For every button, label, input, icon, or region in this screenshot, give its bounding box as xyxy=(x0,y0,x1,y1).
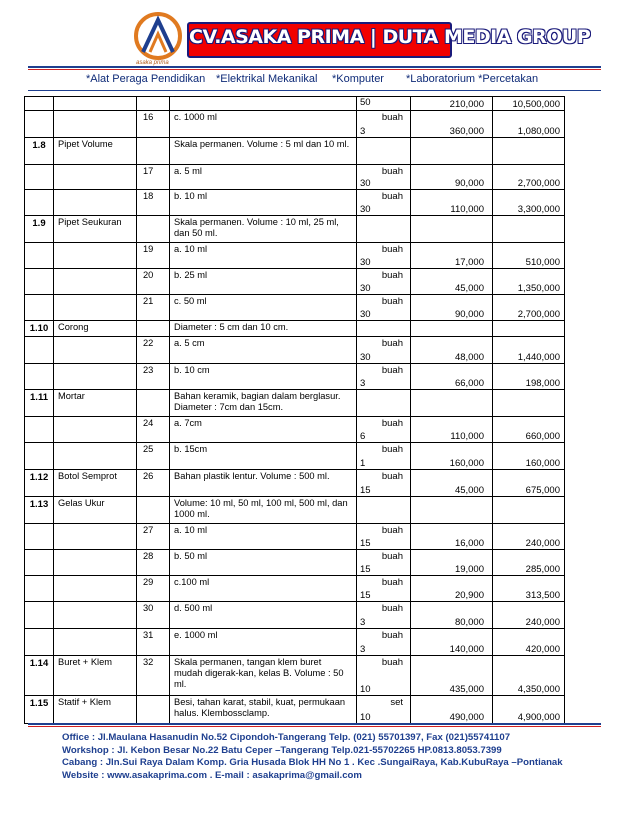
total-price xyxy=(493,629,565,656)
unit-price xyxy=(411,321,493,337)
qty-value: 30 xyxy=(360,309,371,320)
item-spec: Skala permanen. Volume : 5 ml dan 10 ml. xyxy=(170,138,357,165)
total-price-value: 420,000 xyxy=(525,644,560,655)
qty-unit: buah xyxy=(381,166,403,177)
item-number: 1.9 xyxy=(25,216,54,243)
qty-cell xyxy=(357,524,411,550)
table-row xyxy=(25,165,565,190)
total-price xyxy=(493,576,565,602)
item-spec: c. 50 ml xyxy=(170,295,357,321)
total-price-value: 2,700,000 xyxy=(517,178,560,189)
total-price xyxy=(493,321,565,337)
item-spec: c. 1000 ml xyxy=(170,111,357,138)
qty-unit: buah xyxy=(381,296,403,307)
letterhead xyxy=(0,0,638,95)
qty-unit: buah xyxy=(381,244,403,255)
total-price-value: 1,080,000 xyxy=(517,126,560,137)
qty-unit: buah xyxy=(381,630,403,641)
item-index xyxy=(137,138,170,165)
qty-unit: buah xyxy=(381,365,403,376)
item-index: 30 xyxy=(137,602,170,629)
total-price-value: 240,000 xyxy=(525,617,560,628)
total-price-value: 1,440,000 xyxy=(517,352,560,363)
total-price xyxy=(493,696,565,724)
header-rule-blue xyxy=(28,66,601,68)
item-spec xyxy=(170,97,357,111)
tagline-item: *Alat Peraga Pendidikan xyxy=(86,73,206,85)
unit-price xyxy=(411,470,493,497)
qty-cell xyxy=(357,216,411,243)
total-price xyxy=(493,216,565,243)
header-rule-red xyxy=(28,69,601,70)
item-number xyxy=(25,550,54,576)
item-spec: b. 15cm xyxy=(170,443,357,470)
item-name xyxy=(54,337,137,364)
item-name xyxy=(54,190,137,216)
total-price-value: 3,300,000 xyxy=(517,204,560,215)
qty-value: 1 xyxy=(360,458,366,469)
item-name: Corong xyxy=(54,321,137,337)
qty-cell xyxy=(357,138,411,165)
item-name xyxy=(54,417,137,443)
qty-cell xyxy=(357,111,411,138)
unit-price-value: 90,000 xyxy=(454,309,484,320)
total-price xyxy=(493,364,565,390)
qty-cell xyxy=(357,269,411,295)
item-spec: Diameter : 5 cm dan 10 cm. xyxy=(170,321,357,337)
qty-cell xyxy=(357,295,411,321)
footer-office: Office : Jl.Maulana Hasanudin No.52 Cipondoh-Tangerang Telp. (021) 55701397, Fax (021)55741107 xyxy=(62,732,511,743)
item-number: 1.8 xyxy=(25,138,54,165)
footer-website[interactable]: Website : www.asakaprima.com . E-mail : asakaprima@gmail.com xyxy=(62,769,362,781)
item-name xyxy=(54,602,137,629)
unit-price-value: 20,900 xyxy=(454,590,484,601)
item-name: Botol Semprot xyxy=(54,470,137,497)
table-row xyxy=(25,243,565,269)
table-row xyxy=(25,321,565,337)
item-number xyxy=(25,576,54,602)
total-price-value: 240,000 xyxy=(525,538,560,549)
total-price xyxy=(493,243,565,269)
qty-cell xyxy=(357,390,411,417)
unit-price xyxy=(411,243,493,269)
unit-price xyxy=(411,269,493,295)
unit-price-value: 110,000 xyxy=(450,431,484,442)
qty-cell xyxy=(357,321,411,337)
qty-unit: buah xyxy=(381,338,403,349)
total-price-value: 198,000 xyxy=(525,378,560,389)
unit-price-value: 435,000 xyxy=(449,684,484,695)
qty-cell xyxy=(357,97,411,111)
item-index: 24 xyxy=(137,417,170,443)
qty-cell xyxy=(357,470,411,497)
unit-price xyxy=(411,165,493,190)
item-index: 20 xyxy=(137,269,170,295)
item-spec: c.100 ml xyxy=(170,576,357,602)
item-index: 25 xyxy=(137,443,170,470)
item-number xyxy=(25,629,54,656)
table-row xyxy=(25,364,565,390)
total-price xyxy=(493,165,565,190)
item-number xyxy=(25,97,54,111)
item-index xyxy=(137,390,170,417)
qty-unit: buah xyxy=(381,525,403,536)
total-price xyxy=(493,390,565,417)
unit-price-value: 66,000 xyxy=(454,378,484,389)
qty-unit: buah xyxy=(381,471,403,482)
qty-value: 3 xyxy=(360,378,366,389)
item-index xyxy=(137,97,170,111)
qty-unit: buah xyxy=(381,112,403,123)
unit-price-value: 360,000 xyxy=(449,126,484,137)
item-name: Buret + Klem xyxy=(54,656,137,696)
table-row xyxy=(25,696,565,724)
unit-price-value: 110,000 xyxy=(450,204,484,215)
total-price xyxy=(493,656,565,696)
table-row xyxy=(25,497,565,524)
total-price xyxy=(493,111,565,138)
item-index: 17 xyxy=(137,165,170,190)
qty-unit: set xyxy=(390,697,403,708)
qty-value: 15 xyxy=(360,538,371,549)
total-price xyxy=(493,295,565,321)
item-number xyxy=(25,165,54,190)
table-row xyxy=(25,550,565,576)
item-index: 18 xyxy=(137,190,170,216)
unit-price xyxy=(411,216,493,243)
unit-price xyxy=(411,550,493,576)
unit-price-value: 490,000 xyxy=(449,712,484,723)
unit-price-value: 45,000 xyxy=(454,485,484,496)
qty-cell xyxy=(357,602,411,629)
item-spec: Besi, tahan karat, stabil, kuat, permukaan halus. Klembossclamp. xyxy=(170,696,357,724)
qty-value: 15 xyxy=(360,485,371,496)
item-number: 1.14 xyxy=(25,656,54,696)
unit-price xyxy=(411,390,493,417)
item-spec: a. 10 ml xyxy=(170,243,357,269)
table-row xyxy=(25,524,565,550)
total-price xyxy=(493,550,565,576)
qty-unit: buah xyxy=(381,191,403,202)
total-price-value: 510,000 xyxy=(525,257,560,268)
item-number xyxy=(25,295,54,321)
item-spec: d. 500 ml xyxy=(170,602,357,629)
item-index xyxy=(137,216,170,243)
unit-price-value: 17,000 xyxy=(454,257,484,268)
total-price xyxy=(493,138,565,165)
item-name xyxy=(54,443,137,470)
qty-cell xyxy=(357,497,411,524)
qty-value: 30 xyxy=(360,178,371,189)
total-price xyxy=(493,417,565,443)
item-number xyxy=(25,111,54,138)
item-spec: b. 50 ml xyxy=(170,550,357,576)
item-spec: Bahan plastik lentur. Volume : 500 ml. xyxy=(170,470,357,497)
qty-value: 3 xyxy=(360,644,366,655)
asaka-logo-icon xyxy=(133,12,183,62)
qty-cell xyxy=(357,165,411,190)
qty-unit: buah xyxy=(381,418,403,429)
unit-price xyxy=(411,443,493,470)
item-index: 27 xyxy=(137,524,170,550)
item-index xyxy=(137,696,170,724)
total-price xyxy=(493,190,565,216)
footer-contact xyxy=(62,732,563,782)
qty-unit: buah xyxy=(381,551,403,562)
table-row xyxy=(25,576,565,602)
table-row xyxy=(25,629,565,656)
total-price xyxy=(493,97,565,111)
table-row xyxy=(25,269,565,295)
qty-cell xyxy=(357,550,411,576)
qty-unit: buah xyxy=(381,577,403,588)
item-index: 23 xyxy=(137,364,170,390)
tagline-item: *Laboratorium *Percetakan xyxy=(406,73,539,85)
qty-value: 30 xyxy=(360,204,371,215)
item-index: 28 xyxy=(137,550,170,576)
item-number xyxy=(25,269,54,295)
qty-value: 30 xyxy=(360,352,371,363)
item-index: 19 xyxy=(137,243,170,269)
item-name xyxy=(54,364,137,390)
item-spec: b. 10 ml xyxy=(170,190,357,216)
footer-rule-blue xyxy=(28,723,601,725)
unit-price xyxy=(411,524,493,550)
unit-price xyxy=(411,138,493,165)
qty-cell xyxy=(357,337,411,364)
qty-value: 10 xyxy=(360,712,371,723)
qty-cell xyxy=(357,629,411,656)
qty-value: 15 xyxy=(360,590,371,601)
table-row xyxy=(25,111,565,138)
unit-price xyxy=(411,497,493,524)
item-number xyxy=(25,190,54,216)
item-number xyxy=(25,602,54,629)
qty-unit: buah xyxy=(381,270,403,281)
unit-price xyxy=(411,190,493,216)
item-index: 32 xyxy=(137,656,170,696)
item-name: Statif + Klem xyxy=(54,696,137,724)
tagline-item: *Elektrikal Mekanikal xyxy=(216,73,318,85)
item-number xyxy=(25,364,54,390)
item-number: 1.10 xyxy=(25,321,54,337)
item-name xyxy=(54,524,137,550)
total-price xyxy=(493,497,565,524)
unit-price-value: 80,000 xyxy=(454,617,484,628)
item-name xyxy=(54,165,137,190)
qty-unit: buah xyxy=(381,603,403,614)
qty-cell xyxy=(357,576,411,602)
total-price-value: 675,000 xyxy=(525,485,560,496)
item-name xyxy=(54,295,137,321)
item-index: 31 xyxy=(137,629,170,656)
qty-cell xyxy=(357,364,411,390)
unit-price-value: 140,000 xyxy=(449,644,484,655)
unit-price xyxy=(411,696,493,724)
total-price xyxy=(493,470,565,497)
item-name xyxy=(54,269,137,295)
item-index xyxy=(137,497,170,524)
unit-price-value: 19,000 xyxy=(454,564,484,575)
item-name xyxy=(54,629,137,656)
logo-caption: asaka prima xyxy=(136,60,169,66)
qty-value: 30 xyxy=(360,257,371,268)
item-number xyxy=(25,524,54,550)
total-price-value: 160,000 xyxy=(525,458,560,469)
brand-name: CV.ASAKA PRIMA | DUTA MEDIA GROUP xyxy=(189,26,591,48)
qty-value: 3 xyxy=(360,126,366,137)
item-index: 22 xyxy=(137,337,170,364)
footer-rule-red xyxy=(28,726,601,727)
table-row xyxy=(25,216,565,243)
qty-unit: buah xyxy=(381,657,403,668)
unit-price xyxy=(411,656,493,696)
item-spec: e. 1000 ml xyxy=(170,629,357,656)
item-index: 21 xyxy=(137,295,170,321)
table-row xyxy=(25,337,565,364)
item-number xyxy=(25,243,54,269)
footer-workshop: Workshop : Jl. Kebon Besar No.22 Batu Ceper –Tangerang Telp.021-55702265 HP.0813.8053.7399 xyxy=(62,744,502,756)
table-row xyxy=(25,602,565,629)
unit-price-value: 45,000 xyxy=(454,283,484,294)
table-row xyxy=(25,656,565,696)
item-spec: Bahan keramik, bagian dalam berglasur. Diameter : 7cm dan 15cm. xyxy=(170,390,357,417)
unit-price-value: 160,000 xyxy=(449,458,484,469)
qty-cell xyxy=(357,190,411,216)
qty-value: 3 xyxy=(360,617,366,628)
item-index xyxy=(137,321,170,337)
qty-unit: buah xyxy=(381,444,403,455)
unit-price xyxy=(411,337,493,364)
qty-cell xyxy=(357,417,411,443)
item-spec: Skala permanen. Volume : 10 ml, 25 ml, dan 50 ml. xyxy=(170,216,357,243)
total-price-value: 313,500 xyxy=(525,590,560,601)
unit-price-value: 48,000 xyxy=(454,352,484,363)
total-price-value: 285,000 xyxy=(525,564,560,575)
item-number: 1.15 xyxy=(25,696,54,724)
unit-price xyxy=(411,602,493,629)
item-name xyxy=(54,111,137,138)
unit-price-value: 210,000 xyxy=(449,99,484,110)
table-row xyxy=(25,390,565,417)
qty-value: 30 xyxy=(360,283,371,294)
item-name: Mortar xyxy=(54,390,137,417)
item-number xyxy=(25,417,54,443)
total-price-value: 2,700,000 xyxy=(517,309,560,320)
item-number: 1.12 xyxy=(25,470,54,497)
total-price xyxy=(493,524,565,550)
item-index: 29 xyxy=(137,576,170,602)
table-row xyxy=(25,470,565,497)
unit-price xyxy=(411,295,493,321)
table-row xyxy=(25,295,565,321)
item-number: 1.11 xyxy=(25,390,54,417)
table-row xyxy=(25,443,565,470)
qty-cell xyxy=(357,656,411,696)
qty-value: 6 xyxy=(360,431,366,442)
item-spec: a. 10 ml xyxy=(170,524,357,550)
total-price-value: 1,350,000 xyxy=(517,283,560,294)
item-name: Pipet Volume xyxy=(54,138,137,165)
item-name xyxy=(54,576,137,602)
total-price xyxy=(493,269,565,295)
total-price-value: 660,000 xyxy=(525,431,560,442)
unit-price-value: 90,000 xyxy=(454,178,484,189)
table-row xyxy=(25,417,565,443)
item-spec: b. 25 ml xyxy=(170,269,357,295)
item-name: Pipet Seukuran xyxy=(54,216,137,243)
unit-price xyxy=(411,629,493,656)
item-spec: Volume: 10 ml, 50 ml, 100 ml, 500 ml, dan 1000 ml. xyxy=(170,497,357,524)
item-index: 16 xyxy=(137,111,170,138)
item-number: 1.13 xyxy=(25,497,54,524)
total-price xyxy=(493,602,565,629)
item-index: 26 xyxy=(137,470,170,497)
qty-cell xyxy=(357,443,411,470)
item-name: Gelas Ukur xyxy=(54,497,137,524)
table-row xyxy=(25,190,565,216)
item-number xyxy=(25,337,54,364)
item-name xyxy=(54,243,137,269)
unit-price-value: 16,000 xyxy=(454,538,484,549)
item-spec: b. 10 cm xyxy=(170,364,357,390)
item-spec: a. 7cm xyxy=(170,417,357,443)
total-price xyxy=(493,337,565,364)
table-row xyxy=(25,138,565,165)
qty-cell xyxy=(357,696,411,724)
qty-value: 15 xyxy=(360,564,371,575)
total-price xyxy=(493,443,565,470)
item-number xyxy=(25,443,54,470)
unit-price xyxy=(411,97,493,111)
footer-cabang: Cabang : Jln.Sui Raya Dalam Komp. Gria Husada Blok HH No 1 . Kec .SungaiRaya, Kab.KubuRaya –Pontianak xyxy=(62,757,563,768)
unit-price xyxy=(411,576,493,602)
item-spec: Skala permanen, tangan klem buret mudah digerak-kan, kelas B. Volume : 50 ml. xyxy=(170,656,357,696)
item-spec: a. 5 ml xyxy=(170,165,357,190)
qty-cell xyxy=(357,243,411,269)
qty-value: 50 xyxy=(360,97,371,108)
table-row xyxy=(25,97,565,111)
unit-price xyxy=(411,417,493,443)
item-spec: a. 5 cm xyxy=(170,337,357,364)
unit-price xyxy=(411,364,493,390)
total-price-value: 4,900,000 xyxy=(517,712,560,723)
total-price-value: 10,500,000 xyxy=(512,99,560,110)
item-name xyxy=(54,97,137,111)
qty-value: 10 xyxy=(360,684,371,695)
item-name xyxy=(54,550,137,576)
price-table xyxy=(24,96,565,724)
total-price-value: 4,350,000 xyxy=(517,684,560,695)
brand-banner xyxy=(187,22,591,58)
tagline-item: *Komputer xyxy=(332,73,384,85)
tagline-rule xyxy=(28,90,601,91)
unit-price xyxy=(411,111,493,138)
